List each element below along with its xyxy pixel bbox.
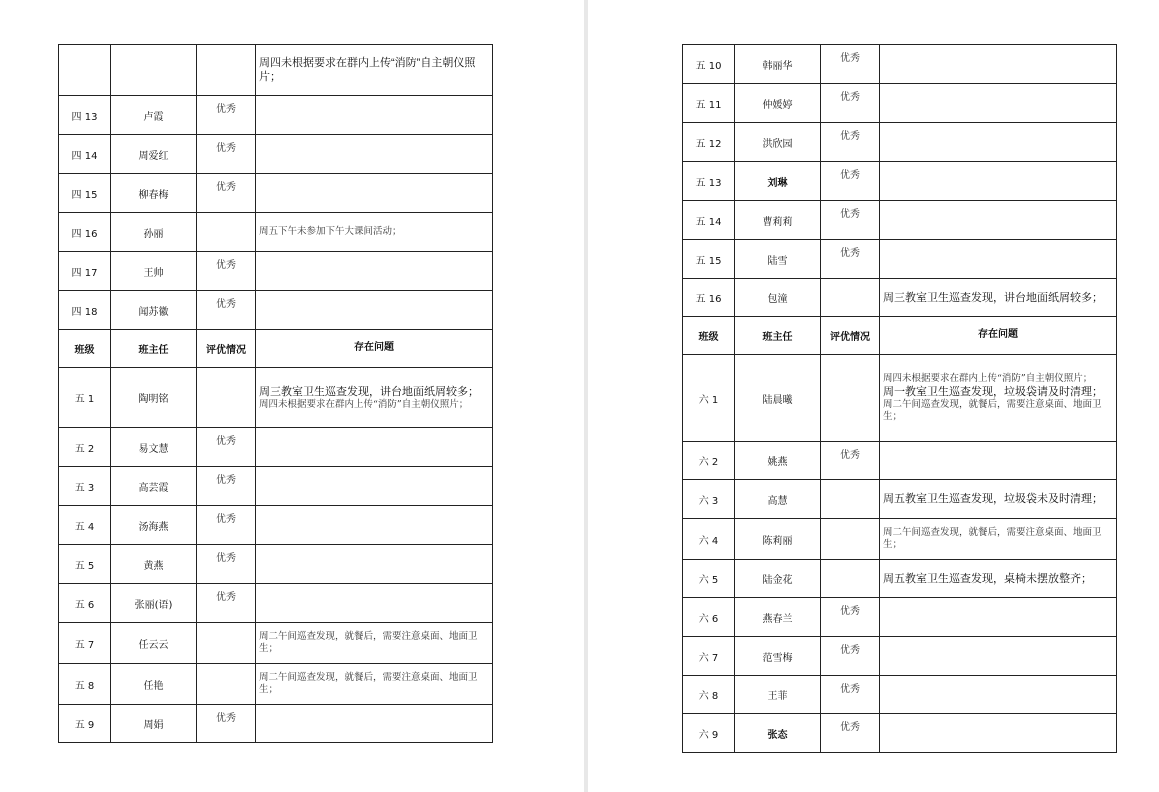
class-cell: 五 3 — [59, 467, 111, 506]
issues-cell — [880, 480, 1117, 519]
table-row — [59, 545, 493, 584]
teacher-name-cell: 姚燕 — [735, 442, 821, 480]
table-header-row — [59, 330, 493, 368]
teacher-name-cell: 仲媛婷 — [735, 84, 821, 123]
issue-text: 周五教室卫生巡查发现，桌椅未摆放整齐； — [883, 572, 1092, 585]
class-cell — [59, 45, 111, 96]
class-cell: 六 8 — [683, 676, 735, 714]
rating-cell — [821, 480, 880, 519]
issues-cell — [880, 162, 1117, 201]
rating-cell: 优秀 — [821, 240, 880, 279]
teacher-name-cell: 张态 — [735, 714, 821, 753]
header-class: 班级 — [59, 330, 111, 368]
teacher-name-cell: 孙丽 — [111, 213, 197, 252]
rating-cell: 优秀 — [821, 637, 880, 676]
teacher-name-cell: 柳春梅 — [111, 174, 197, 213]
table-row — [59, 174, 493, 213]
table-row — [683, 355, 1117, 442]
class-cell: 五 7 — [59, 623, 111, 664]
class-cell: 六 6 — [683, 598, 735, 637]
table-row — [683, 240, 1117, 279]
rating-cell: 优秀 — [821, 84, 880, 123]
rating-cell: 优秀 — [197, 705, 256, 743]
table-row — [683, 480, 1117, 519]
class-cell: 五 16 — [683, 279, 735, 317]
rating-cell: 优秀 — [821, 598, 880, 637]
issues-cell — [880, 45, 1117, 84]
issues-cell — [880, 714, 1117, 753]
issues-cell — [256, 467, 493, 506]
teacher-name-cell: 卢霞 — [111, 96, 197, 135]
class-cell: 六 4 — [683, 519, 735, 560]
teacher-name-cell: 范雪梅 — [735, 637, 821, 676]
issues-cell — [880, 560, 1117, 598]
issue-text: 周四未根据要求在群内上传“消防”自主朝仪照片； — [259, 398, 469, 410]
class-cell: 五 12 — [683, 123, 735, 162]
issues-cell — [880, 355, 1117, 442]
rating-cell — [821, 519, 880, 560]
issue-text: 周二午间巡查发现，就餐后，需要注意桌面、地面卫生； — [883, 399, 1102, 422]
issue-text: 周五教室卫生巡查发现，垃圾袋未及时清理； — [883, 493, 1103, 505]
issues-cell — [256, 213, 493, 252]
issues-cell — [256, 705, 493, 743]
rating-cell: 优秀 — [821, 45, 880, 84]
teacher-name-cell — [111, 45, 197, 96]
table-row — [59, 291, 493, 330]
teacher-name-cell: 高芸霞 — [111, 467, 197, 506]
table-row — [59, 368, 493, 428]
rating-cell: 优秀 — [197, 174, 256, 213]
teacher-name-cell: 周爱红 — [111, 135, 197, 174]
issues-cell — [880, 519, 1117, 560]
class-cell: 五 1 — [59, 368, 111, 428]
table-row — [683, 442, 1117, 480]
teacher-name-cell: 易文慧 — [111, 428, 197, 467]
rating-cell — [821, 355, 880, 442]
issues-cell — [880, 598, 1117, 637]
right-page — [588, 0, 1159, 792]
teacher-name-cell: 刘琳 — [735, 162, 821, 201]
rating-cell: 优秀 — [821, 442, 880, 480]
teacher-name-cell: 高慧 — [735, 480, 821, 519]
rating-cell: 优秀 — [197, 545, 256, 584]
rating-cell: 优秀 — [197, 291, 256, 330]
issues-cell — [256, 664, 493, 705]
class-cell: 五 15 — [683, 240, 735, 279]
table-row — [59, 45, 493, 96]
teacher-name-cell: 陆晨曦 — [735, 355, 821, 442]
teacher-name-cell: 王帅 — [111, 252, 197, 291]
table-row — [59, 664, 493, 705]
rating-cell — [197, 664, 256, 705]
table-header-row — [683, 317, 1117, 355]
teacher-name-cell: 周娟 — [111, 705, 197, 743]
evaluation-table-right — [682, 44, 1117, 753]
issue-text: 周五下午未参加下午大课间活动； — [259, 226, 402, 237]
rating-cell — [197, 368, 256, 428]
issues-cell — [256, 135, 493, 174]
header-class: 班级 — [683, 317, 735, 355]
teacher-name-cell: 洪欣园 — [735, 123, 821, 162]
rating-cell — [197, 213, 256, 252]
table-row — [683, 714, 1117, 753]
class-cell: 五 8 — [59, 664, 111, 705]
class-cell: 四 14 — [59, 135, 111, 174]
class-cell: 五 4 — [59, 506, 111, 545]
issues-cell — [256, 174, 493, 213]
issues-cell — [880, 84, 1117, 123]
table-row — [59, 705, 493, 743]
issue-text: 周四未根据要求在群内上传“消防”自主朝仪照片； — [883, 373, 1093, 384]
rating-cell — [197, 45, 256, 96]
table-row — [59, 213, 493, 252]
table-row — [683, 676, 1117, 714]
table-row — [683, 162, 1117, 201]
table-row — [59, 135, 493, 174]
table-row — [59, 96, 493, 135]
rating-cell: 优秀 — [197, 252, 256, 291]
class-cell: 五 2 — [59, 428, 111, 467]
header-teacher: 班主任 — [735, 317, 821, 355]
issues-cell — [256, 584, 493, 623]
rating-cell: 优秀 — [197, 135, 256, 174]
class-cell: 五 6 — [59, 584, 111, 623]
rating-cell — [821, 560, 880, 598]
class-cell: 四 16 — [59, 213, 111, 252]
table-row — [59, 467, 493, 506]
issues-cell — [880, 676, 1117, 714]
rating-cell: 优秀 — [197, 96, 256, 135]
header-teacher: 班主任 — [111, 330, 197, 368]
issues-cell — [256, 506, 493, 545]
class-cell: 五 11 — [683, 84, 735, 123]
teacher-name-cell: 张丽(语) — [111, 584, 197, 623]
table-row — [59, 506, 493, 545]
rating-cell — [197, 623, 256, 664]
class-cell: 四 13 — [59, 96, 111, 135]
issue-text: 周二午间巡查发现，就餐后，需要注意桌面、地面卫生； — [259, 631, 478, 654]
rating-cell: 优秀 — [821, 714, 880, 753]
table-row — [683, 279, 1117, 317]
issues-cell — [256, 45, 493, 96]
class-cell: 四 18 — [59, 291, 111, 330]
teacher-name-cell: 曹莉莉 — [735, 201, 821, 240]
teacher-name-cell: 汤海燕 — [111, 506, 197, 545]
issue-text: 周三教室卫生巡查发现，讲台地面纸屑较多； — [259, 385, 479, 398]
class-cell: 六 7 — [683, 637, 735, 676]
teacher-name-cell: 陈莉丽 — [735, 519, 821, 560]
table-row — [59, 623, 493, 664]
issues-cell — [880, 442, 1117, 480]
teacher-name-cell: 王菲 — [735, 676, 821, 714]
teacher-name-cell: 韩丽华 — [735, 45, 821, 84]
table-row — [683, 45, 1117, 84]
issues-cell — [256, 368, 493, 428]
teacher-name-cell: 燕春兰 — [735, 598, 821, 637]
teacher-name-cell: 陆雪 — [735, 240, 821, 279]
table-row — [683, 84, 1117, 123]
class-cell: 六 3 — [683, 480, 735, 519]
table-row — [683, 598, 1117, 637]
issues-cell — [256, 96, 493, 135]
table-row — [683, 637, 1117, 676]
rating-cell: 优秀 — [197, 584, 256, 623]
issues-cell — [880, 240, 1117, 279]
table-row — [59, 428, 493, 467]
header-issues: 存在问题 — [256, 330, 493, 368]
issue-text: 周二午间巡查发现，就餐后，需要注意桌面、地面卫生； — [259, 672, 478, 695]
issues-cell — [256, 291, 493, 330]
rating-cell: 优秀 — [821, 162, 880, 201]
teacher-name-cell: 陶明铭 — [111, 368, 197, 428]
teacher-name-cell: 陆金花 — [735, 560, 821, 598]
class-cell: 五 10 — [683, 45, 735, 84]
teacher-name-cell: 黄燕 — [111, 545, 197, 584]
teacher-name-cell: 任云云 — [111, 623, 197, 664]
issue-text: 周四未根据要求在群内上传“消防”自主朝仪照片； — [259, 57, 476, 83]
class-cell: 六 9 — [683, 714, 735, 753]
table-row — [683, 560, 1117, 598]
issue-text: 周三教室卫生巡查发现，讲台地面纸屑较多； — [883, 291, 1103, 304]
table-row — [683, 201, 1117, 240]
teacher-name-cell: 包潼 — [735, 279, 821, 317]
issues-cell — [256, 252, 493, 291]
table-row — [59, 584, 493, 623]
teacher-name-cell: 闻苏徽 — [111, 291, 197, 330]
rating-cell: 优秀 — [197, 506, 256, 545]
rating-cell — [821, 279, 880, 317]
issues-cell — [880, 279, 1117, 317]
rating-cell: 优秀 — [821, 676, 880, 714]
header-rating: 评优情况 — [821, 317, 880, 355]
class-cell: 六 2 — [683, 442, 735, 480]
rating-cell: 优秀 — [821, 201, 880, 240]
class-cell: 五 5 — [59, 545, 111, 584]
table-row — [59, 252, 493, 291]
class-cell: 五 13 — [683, 162, 735, 201]
issues-cell — [880, 123, 1117, 162]
issues-cell — [880, 637, 1117, 676]
issue-text: 周二午间巡查发现，就餐后，需要注意桌面、地面卫生； — [883, 527, 1102, 550]
header-rating: 评优情况 — [197, 330, 256, 368]
rating-cell: 优秀 — [821, 123, 880, 162]
issues-cell — [256, 428, 493, 467]
table-row — [683, 123, 1117, 162]
class-cell: 四 15 — [59, 174, 111, 213]
issues-cell — [880, 201, 1117, 240]
class-cell: 五 14 — [683, 201, 735, 240]
table-row — [683, 519, 1117, 560]
issues-cell — [256, 545, 493, 584]
issues-cell — [256, 623, 493, 664]
evaluation-table-left — [58, 44, 493, 743]
header-issues: 存在问题 — [880, 317, 1117, 355]
rating-cell: 优秀 — [197, 428, 256, 467]
class-cell: 五 9 — [59, 705, 111, 743]
class-cell: 四 17 — [59, 252, 111, 291]
class-cell: 六 5 — [683, 560, 735, 598]
rating-cell: 优秀 — [197, 467, 256, 506]
issue-text: 周一教室卫生巡查发现，垃圾袋请及时清理； — [883, 386, 1103, 398]
teacher-name-cell: 任艳 — [111, 664, 197, 705]
class-cell: 六 1 — [683, 355, 735, 442]
